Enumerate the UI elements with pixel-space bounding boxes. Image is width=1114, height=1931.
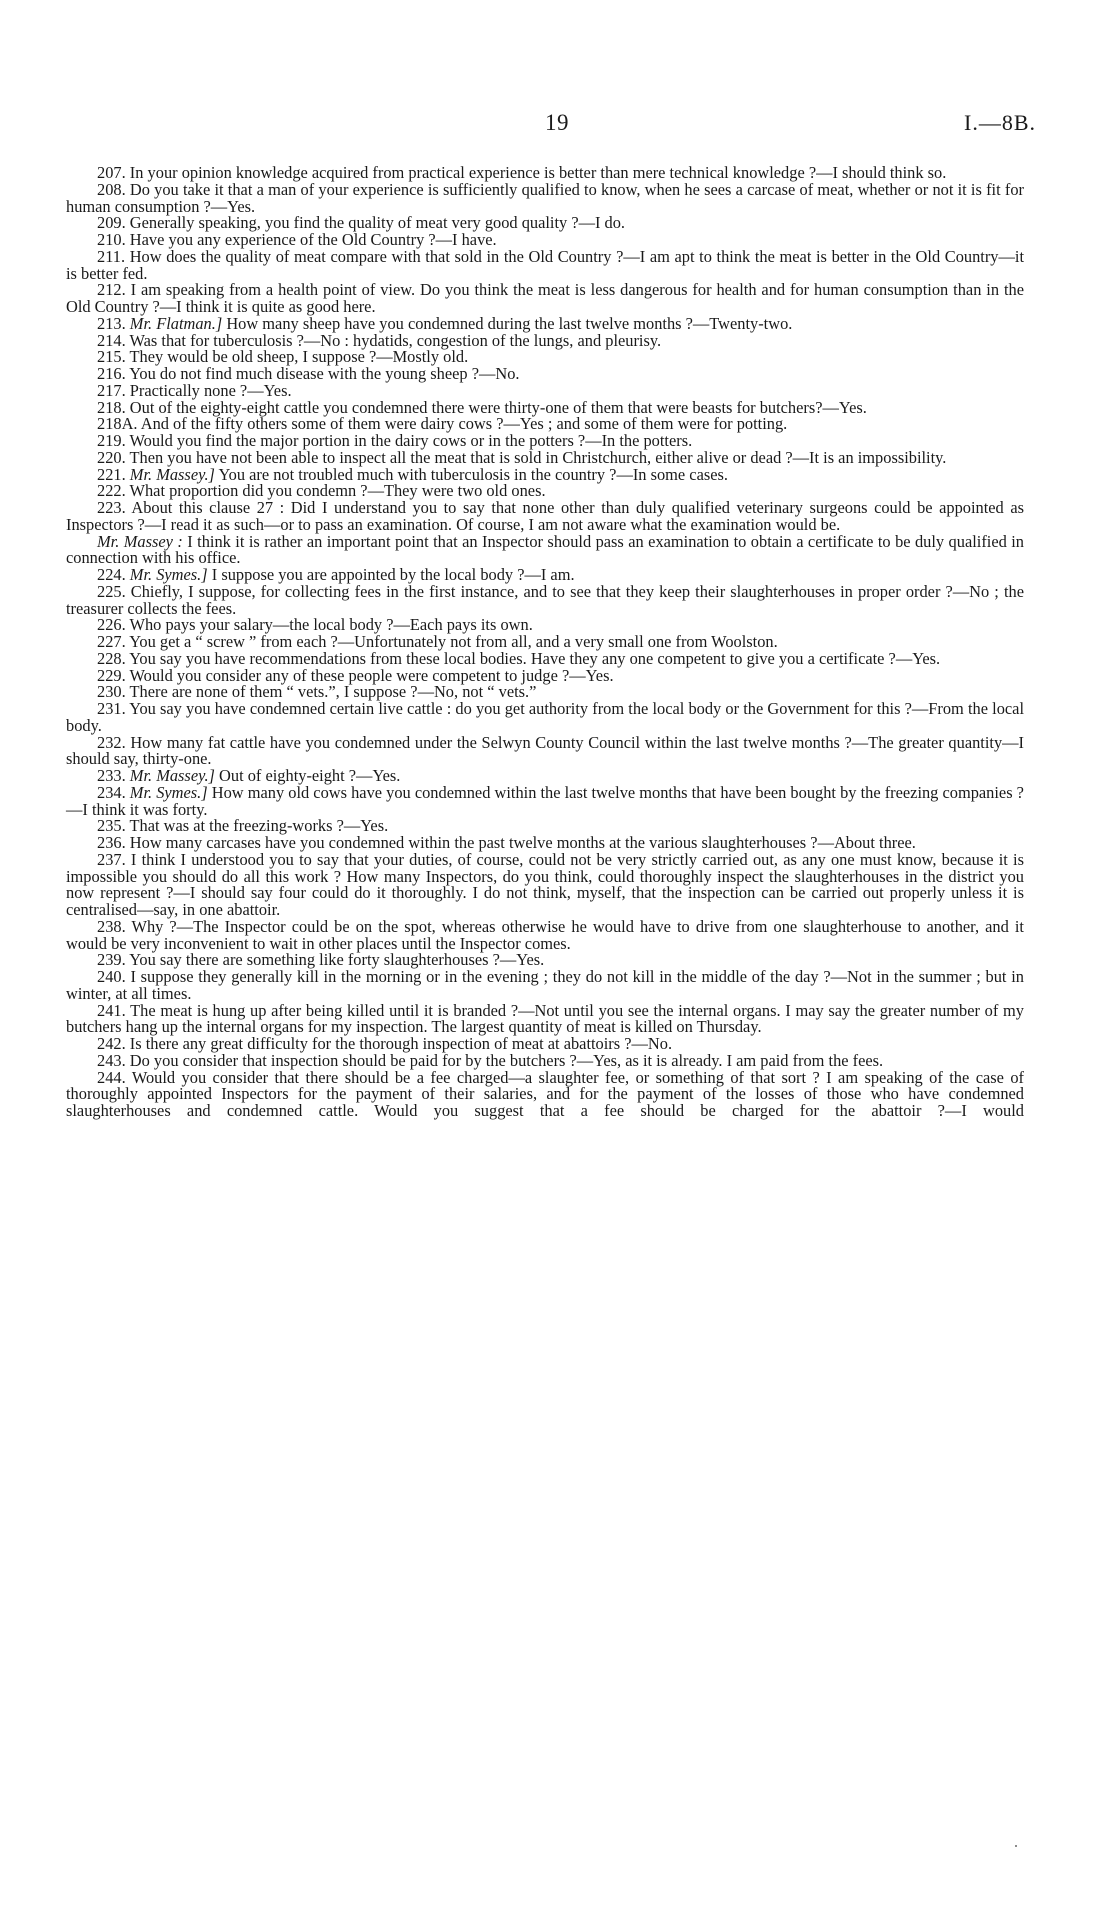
entry-text: Who pays your salary—the local body ?—Each pays its own. — [129, 615, 533, 635]
entry-text: I think it is rather an important point that an Inspector should pass an examination to obtain a certificate to be duly qualified in connection with his office. — [66, 531, 1025, 568]
speaker-name: Mr. Massey.] — [129, 766, 215, 785]
question-number: 241. — [97, 1000, 126, 1020]
entry-text: You say you have condemned certain live cattle : do you get authority from the local body or the Government for this ?—From the local body. — [66, 699, 1024, 735]
transcript-entry — [66, 701, 1024, 735]
transcript-entry — [66, 782, 1024, 819]
question-number: 223. — [97, 498, 126, 517]
question-number: 225. — [97, 581, 126, 601]
entry-text: Chiefly, I suppose, for collecting fees in the first instance, and to see that they keep their slaughterhouses in proper order ?—No ; the treasurer collects the fees. — [66, 581, 1024, 618]
transcript-entry — [66, 732, 1024, 769]
question-number: 226. — [97, 615, 126, 635]
entry-text: How many carcases have you condemned within the past twelve months at the various slaughterhouses ?—About three. — [129, 833, 916, 852]
entry-text: Why ?—The Inspector could be on the spot, whereas otherwise he would have to drive from one slaughterhouse to another, and it would be very inconvenient to wait in other places until the Inspector comes. — [66, 916, 1024, 953]
question-number: 211. — [97, 246, 126, 266]
question-number: 240. — [97, 967, 126, 986]
entry-text: You say you have recommendations from these local bodies. Have they any one competent to give you a certificate ?—Yes. — [129, 648, 941, 668]
question-number: 238. — [97, 916, 126, 936]
question-number: 237. — [97, 849, 126, 869]
entry-text: You say there are something like forty slaughterhouses ?—Yes. — [129, 950, 545, 970]
entry-text: The meat is hung up after being killed until it is branded ?—Not until you see the internal organs. I may say the greater number of my butchers hang up the internal organs for my inspection. The largest quantity of meat is killed on Thursday. — [66, 1000, 1025, 1037]
document-reference: I.—8B. — [964, 110, 1036, 135]
entry-text: Generally speaking, you find the quality of meat very good quality ?—I do. — [129, 213, 626, 233]
speaker-name: Mr. Flatman.] — [129, 313, 223, 333]
question-number: 208. — [97, 179, 126, 199]
speaker-name: Mr. Symes.] — [129, 565, 208, 584]
entry-text: Do you take it that a man of your experience is sufficiently qualified to know, when he sees a carcase of meat, whether or not it is fit for human consumption ?—Yes. — [66, 179, 1024, 216]
transcript-entry — [66, 531, 1025, 568]
question-number: 227. — [97, 632, 126, 651]
print-speck — [1015, 1845, 1017, 1847]
question-number: 230. — [97, 682, 126, 702]
question-number: 209. — [97, 213, 126, 233]
question-number: 231. — [97, 699, 126, 718]
question-number: 235. — [97, 816, 126, 836]
transcript-entry — [66, 581, 1024, 618]
question-number: 222. — [97, 481, 126, 501]
entry-text: Then you have not been able to inspect all the meat that is sold in Christchurch, either alive or dead ?—It is an impossibility. — [129, 447, 947, 467]
transcript-entry — [66, 849, 1024, 919]
page-header — [0, 110, 1114, 144]
entry-text: You are not troubled much with tuberculosis in the country ?—In some cases. — [218, 464, 728, 484]
evidence-transcript — [66, 165, 1024, 1120]
entry-text: Out of eighty-eight ?—Yes. — [219, 766, 401, 785]
question-number: 207. — [97, 163, 126, 182]
question-number: 236. — [97, 833, 126, 852]
entry-text: And of the fifty others some of them were dairy cows ?—Yes ; and some of them were for potting. — [140, 414, 788, 434]
question-number: 233. — [97, 766, 126, 785]
transcript-entry — [66, 500, 1024, 534]
entry-text: You get a “ screw ” from each ?—Unfortunately not from all, and a very small one from Woolston. — [129, 632, 778, 651]
transcript-entry — [66, 1067, 1024, 1120]
entry-text: About this clause 27 : Did I understand you to say that none other than duly qualified veterinary surgeons could be appointed as Inspectors ?—I read it as such—or to pass an examination. Of course, I am not aware what the examination would be. — [66, 498, 1024, 534]
question-number: 218. — [97, 397, 126, 417]
question-number: 228. — [97, 648, 126, 668]
entry-text: Was that for tuberculosis ?—No : hydatids, congestion of the lungs, and pleurisy. — [129, 330, 662, 350]
entry-text: Out of the eighty-eight cattle you condemned there were thirty-one of them that were beasts for butchers?—Yes. — [129, 397, 867, 417]
entry-text: I am speaking from a health point of view. Do you think the meat is less dangerous for health and for human consumption than in the Old Country ?—I think it is quite as good here. — [66, 280, 1024, 316]
question-number: 243. — [97, 1050, 126, 1070]
question-number: 219. — [97, 431, 126, 450]
speaker-name: Mr. Massey : — [97, 531, 183, 551]
transcript-entry — [66, 916, 1024, 953]
entry-text: You do not find much disease with the young sheep ?—No. — [129, 364, 520, 383]
entry-text: Have you any experience of the Old Country ?—I have. — [129, 230, 497, 249]
entry-text: How many old cows have you condemned within the last twelve months that have been bought by the freezing companies ?—I think it was forty. — [66, 782, 1024, 819]
entry-text: How does the quality of meat compare with that sold in the Old Country ?—I am apt to think the meat is better in the Old Country—it is better fed. — [66, 246, 1024, 283]
question-number: 218A. — [97, 414, 138, 434]
entry-text: What proportion did you condemn ?—They were two old ones. — [129, 481, 546, 501]
transcript-entry — [66, 969, 1024, 1003]
entry-text: Would you consider that there should be a fee charged—a slaughter fee, or something of that sort ? I am speaking of the case of thoroughly appointed Inspectors for the payment of their salaries, and for the payment of the losses of those who have condemned slaughterhouses and condemned cattle. Would you suggest that a fee should be charged for the abattoir ?—I would — [66, 1067, 1024, 1120]
speaker-name: Mr. Symes.] — [129, 782, 208, 802]
question-number: 244. — [97, 1067, 126, 1087]
page-number: 19 — [545, 110, 569, 135]
entry-text: There are none of them “ vets.”, I suppose ?—No, not “ vets.” — [129, 682, 537, 702]
entry-text: I suppose you are appointed by the local body ?—I am. — [211, 565, 575, 584]
question-number: 214. — [97, 330, 126, 350]
question-number: 221. — [97, 464, 126, 484]
question-number: 210. — [97, 230, 126, 249]
speaker-name: Mr. Massey.] — [129, 464, 215, 484]
transcript-entry — [66, 179, 1024, 216]
entry-text: How many fat cattle have you condemned under the Selwyn County Council within the last twelve months ?—The greater quantity—I should say, thirty-one. — [66, 732, 1024, 769]
question-number: 224. — [97, 565, 126, 584]
entry-text: How many sheep have you condemned during the last twelve months ?—Twenty-two. — [226, 313, 793, 333]
entry-text: I suppose they generally kill in the morning or in the evening ; they do not kill in the middle of the day ?—Not in the summer ; but in winter, at all times. — [66, 967, 1024, 1003]
question-number: 212. — [97, 280, 126, 300]
entry-text: I think I understood you to say that your duties, of course, could not be very strictly carried out, as any one must know, because it is impossible you should do all this work ? How many Inspectors, do you think, could thoroughly inspect the slaughterhouses in the district you now represent ?—I should say four could do it thoroughly. I do not think, myself, that the inspection can be carried out properly unless it is centralised—say, in one abattoir. — [66, 849, 1024, 919]
question-number: 239. — [97, 950, 126, 970]
question-number: 232. — [97, 732, 126, 752]
entry-text: Practically none ?—Yes. — [129, 380, 292, 400]
question-number: 220. — [97, 447, 126, 467]
entry-text: Would you consider any of these people were competent to judge ?—Yes. — [129, 665, 614, 685]
entry-text: Would you find the major portion in the dairy cows or in the potters ?—In the potters. — [129, 431, 693, 450]
transcript-entry — [66, 282, 1024, 316]
question-number: 217. — [97, 380, 126, 400]
entry-text: They would be old sheep, I suppose ?—Mostly old. — [129, 347, 469, 367]
question-number: 229. — [97, 665, 126, 685]
entry-text: In your opinion knowledge acquired from practical experience is better than mere technical knowledge ?—I should think so. — [129, 163, 947, 182]
entry-text: Is there any great difficulty for the thorough inspection of meat at abattoirs ?—No. — [129, 1034, 673, 1053]
question-number: 216. — [97, 364, 126, 383]
question-number: 234. — [97, 782, 126, 802]
question-number: 242. — [97, 1034, 126, 1053]
entry-text: That was at the freezing-works ?—Yes. — [129, 816, 389, 836]
entry-text: Do you consider that inspection should be paid for by the butchers ?—Yes, as it is already. I am paid from the fees. — [129, 1050, 884, 1070]
question-number: 213. — [97, 313, 126, 333]
transcript-entry — [66, 246, 1024, 283]
question-number: 215. — [97, 347, 126, 367]
transcript-entry — [66, 1000, 1025, 1037]
